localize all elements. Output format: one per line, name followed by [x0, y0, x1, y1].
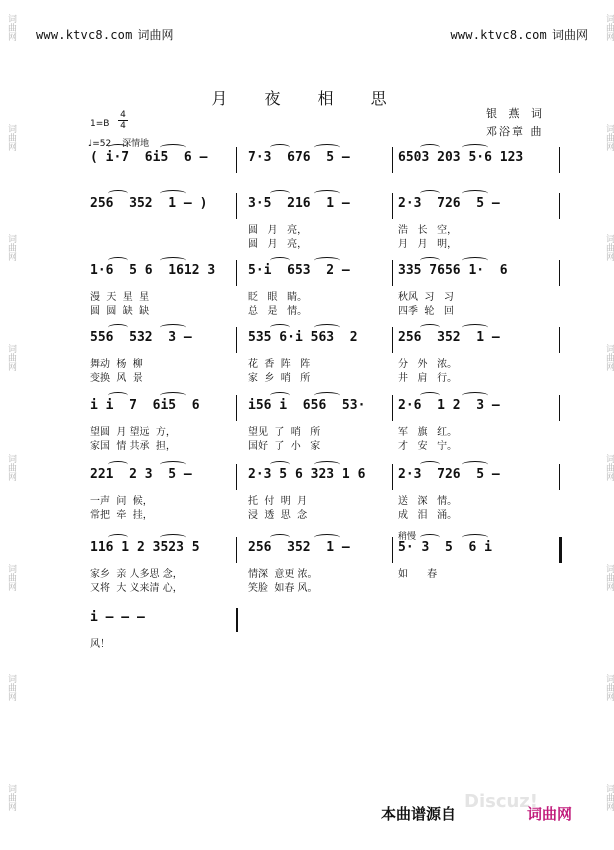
tie-arc: [270, 534, 290, 541]
lyric-segment: 圆 圆 缺 缺: [90, 306, 150, 317]
bar-line: [392, 395, 393, 421]
lyric-line: [90, 437, 560, 451]
watermark-text: 词曲网: [6, 564, 16, 591]
bar-line: [559, 260, 560, 286]
lyric-line: [90, 355, 560, 369]
lyric-segment: 井 肩 行。: [398, 373, 458, 384]
tie-arc: [108, 461, 128, 468]
bar-line: [392, 537, 393, 563]
measure-notes: 2·3 726 5 –: [398, 467, 500, 482]
watermark-text: 词曲网: [604, 674, 614, 701]
tie-arc: [108, 144, 128, 151]
watermark-text: 词曲网: [604, 234, 614, 261]
tie-arc: [270, 144, 290, 151]
lyric-line: [90, 579, 560, 593]
lyric-line: [90, 492, 560, 506]
watermark-text: 词曲网: [604, 124, 614, 151]
lyric-line: [90, 288, 560, 302]
site-name: 词曲网: [551, 28, 588, 42]
bar-line: [559, 327, 560, 353]
measure-notes: 2·6 1 2 3 –: [398, 398, 500, 413]
site-url[interactable]: www.ktvc8.com: [36, 28, 133, 42]
bar-line: [236, 464, 237, 490]
lyric-segment: 家国 情 共承 担，: [90, 441, 176, 452]
measure-notes: 6503 203 5·6 123: [398, 150, 524, 165]
measure-notes: 535 6·i 563 2: [248, 330, 358, 345]
lyric-segment: 望圆 月 望远 方，: [90, 427, 176, 438]
lyric-segment: 家乡 亲 人多思 念，: [90, 569, 183, 580]
lyric-segment: 笑脸 如春 风。: [248, 583, 318, 594]
bar-line: [236, 537, 237, 563]
tie-arc: [160, 190, 186, 197]
bar-line: [392, 327, 393, 353]
song-title: 月 夜 相 思: [211, 89, 403, 108]
watermark-text: 词曲网: [604, 344, 614, 371]
measure-notes: 2·3 5 6 323 1 6: [248, 467, 366, 482]
measure-notes: 2·3 726 5 –: [398, 196, 500, 211]
lyric-segment: 浩 长 空，: [398, 225, 458, 236]
bar-line: [236, 193, 237, 219]
lyric-segment: 如 春: [398, 569, 438, 580]
lyric-segment: 月 月 明，: [398, 239, 458, 250]
bar-line: [392, 260, 393, 286]
measure-notes: 256 352 1 –: [248, 540, 350, 555]
measure-notes: i – – –: [90, 610, 145, 625]
bar-line: [236, 260, 237, 286]
lyric-segment: 一声 问 候，: [90, 496, 153, 507]
tie-arc: [270, 461, 290, 468]
tie-arc: [420, 324, 440, 331]
tie-arc: [420, 257, 440, 264]
tie-arc: [160, 324, 186, 331]
time-signature: 4 4: [118, 110, 128, 131]
bar-line: [559, 147, 560, 173]
measure-notes: 335 7656 1· 6: [398, 263, 508, 278]
tie-arc: [160, 144, 186, 151]
watermark-text: 词曲网: [604, 784, 614, 811]
lyric-segment: 四季 轮 回: [398, 306, 454, 317]
lyric-segment: 总 是 情。: [248, 306, 308, 317]
final-bar-line: [236, 608, 238, 632]
lyric-segment: 分 外 浓。: [398, 359, 458, 370]
lyric-segment: 圆 月 亮，: [248, 239, 308, 250]
notation-row: [90, 540, 560, 560]
lyric-segment: 风！: [90, 639, 110, 650]
lyric-line: [90, 302, 560, 316]
measure-notes: 5·i 653 2 –: [248, 263, 350, 278]
tie-arc: [420, 461, 440, 468]
tie-arc: [108, 190, 128, 197]
site-name: 词曲网: [137, 28, 174, 42]
bar-line: [559, 464, 560, 490]
measure-notes: 221 2 3 5 –: [90, 467, 192, 482]
lyric-line: [90, 235, 560, 249]
measure-notes: 3·5 216 1 –: [248, 196, 350, 211]
bar-line: [559, 395, 560, 421]
expression-mark: 深情地: [122, 139, 150, 149]
tie-arc: [314, 144, 340, 151]
tie-arc: [160, 257, 186, 264]
tie-arc: [462, 257, 488, 264]
bar-line: [559, 537, 562, 563]
tie-arc: [108, 324, 128, 331]
tie-arc: [420, 392, 440, 399]
lyric-segment: 情深 意更 浓。: [248, 569, 318, 580]
lyric-segment: 才 安 宁。: [398, 441, 458, 452]
tie-arc: [270, 324, 290, 331]
forum-watermark: Discuz!: [464, 791, 538, 812]
notation-row: [90, 196, 560, 216]
lyric-segment: 托 付 明 月: [248, 496, 308, 507]
tie-arc: [420, 190, 440, 197]
lyric-line: [90, 635, 560, 649]
lyric-segment: 漫 天 星 星: [90, 292, 150, 303]
bar-line: [236, 147, 237, 173]
lyric-line: [90, 369, 560, 383]
key-signature: 1=B: [90, 119, 110, 129]
tie-arc: [160, 534, 186, 541]
tie-arc: [160, 392, 186, 399]
watermark-text: 词曲网: [604, 454, 614, 481]
lyric-segment: 望见 了 哨 所: [248, 427, 321, 438]
tie-arc: [314, 324, 340, 331]
lyric-segment: 变换 风 景: [90, 373, 143, 384]
header-right: [450, 26, 588, 43]
lyric-segment: 成 泪 涌。: [398, 510, 458, 521]
measure-notes: 556 532 3 –: [90, 330, 192, 345]
bar-line: [392, 464, 393, 490]
watermark-text: 词曲网: [6, 124, 16, 151]
lyric-line: [90, 506, 560, 520]
tie-arc: [462, 534, 488, 541]
lyric-line: [90, 565, 560, 579]
tie-arc: [108, 392, 128, 399]
lyric-segment: 秋风 习 习: [398, 292, 454, 303]
bar-line: [392, 193, 393, 219]
lyric-segment: 家 乡 哨 所: [248, 373, 311, 384]
measure-notes: i56 i 656 53·: [248, 398, 366, 413]
measure-notes: 7·3 676 5 –: [248, 150, 350, 165]
measure-notes: 1·6 5 6 1612 3: [90, 263, 216, 278]
watermark-text: 词曲网: [6, 344, 16, 371]
tempo-change-mark: 稍慢: [398, 532, 417, 542]
left-watermark-strip: [0, 0, 14, 850]
lyric-segment: 送 深 情。: [398, 496, 458, 507]
tie-arc: [314, 392, 340, 399]
watermark-text: 词曲网: [604, 564, 614, 591]
tie-arc: [462, 392, 488, 399]
site-url[interactable]: www.ktvc8.com: [450, 28, 547, 42]
tie-arc: [314, 534, 340, 541]
notation-row: [90, 610, 560, 630]
bar-line: [236, 327, 237, 353]
source-text: 本曲谱源自: [381, 805, 457, 823]
watermark-text: 词曲网: [6, 454, 16, 481]
composer-credit: 邓浴章 曲: [486, 125, 544, 138]
notation-row: [90, 330, 560, 350]
measure-notes: 256 352 1 – ): [90, 196, 208, 211]
watermark-text: 词曲网: [6, 784, 16, 811]
measure-notes: 5· 3 5 6 i: [398, 540, 492, 555]
watermark-text: 词曲网: [604, 14, 614, 41]
bar-line: [392, 147, 393, 173]
lyric-segment: 浸 透 思 念: [248, 510, 308, 521]
lyric-segment: 又将 大 义来清 心，: [90, 583, 183, 594]
watermark-text: 词曲网: [6, 234, 16, 261]
lyricist-credit: 银 燕 词: [486, 107, 546, 120]
tie-arc: [270, 392, 290, 399]
measure-notes: 116 1 2 3523 5: [90, 540, 200, 555]
tie-arc: [462, 324, 488, 331]
lyric-segment: 圆 月 亮，: [248, 225, 308, 236]
tie-arc: [462, 461, 488, 468]
lyric-segment: 眨 眼 睛。: [248, 292, 308, 303]
measure-notes: i i 7 6i5 6: [90, 398, 200, 413]
tie-arc: [270, 190, 290, 197]
lyric-line: [90, 423, 560, 437]
lyric-segment: 花 香 阵 阵: [248, 359, 311, 370]
lyric-segment: 国好 了 小 家: [248, 441, 321, 452]
right-watermark-strip: [600, 0, 614, 850]
tie-arc: [270, 257, 290, 264]
measure-notes: 256 352 1 –: [398, 330, 500, 345]
tie-arc: [108, 534, 128, 541]
watermark-text: 词曲网: [6, 14, 16, 41]
watermark-text: 词曲网: [6, 674, 16, 701]
notation-row: [90, 263, 560, 283]
bar-line: [559, 193, 560, 219]
tie-arc: [108, 257, 128, 264]
tie-arc: [314, 461, 340, 468]
lyric-line: [90, 221, 560, 235]
tie-arc: [314, 257, 340, 264]
tie-arc: [160, 461, 186, 468]
tempo-value: ♩=52: [88, 139, 112, 149]
source-site-logo[interactable]: 词曲网: [527, 805, 573, 823]
notation-row: [90, 467, 560, 487]
lyric-segment: 舞动 杨 柳: [90, 359, 143, 370]
tie-arc: [420, 144, 440, 151]
tie-arc: [462, 144, 488, 151]
notation-row: [90, 398, 560, 418]
lyric-segment: 常把 牵 挂，: [90, 510, 153, 521]
measure-notes: ( i·7 6i5 6 –: [90, 150, 208, 165]
tie-arc: [420, 534, 440, 541]
header-left: [36, 26, 174, 43]
tie-arc: [462, 190, 488, 197]
lyric-segment: 军 旗 红。: [398, 427, 458, 438]
bar-line: [236, 395, 237, 421]
notation-row: [90, 150, 560, 170]
tie-arc: [314, 190, 340, 197]
